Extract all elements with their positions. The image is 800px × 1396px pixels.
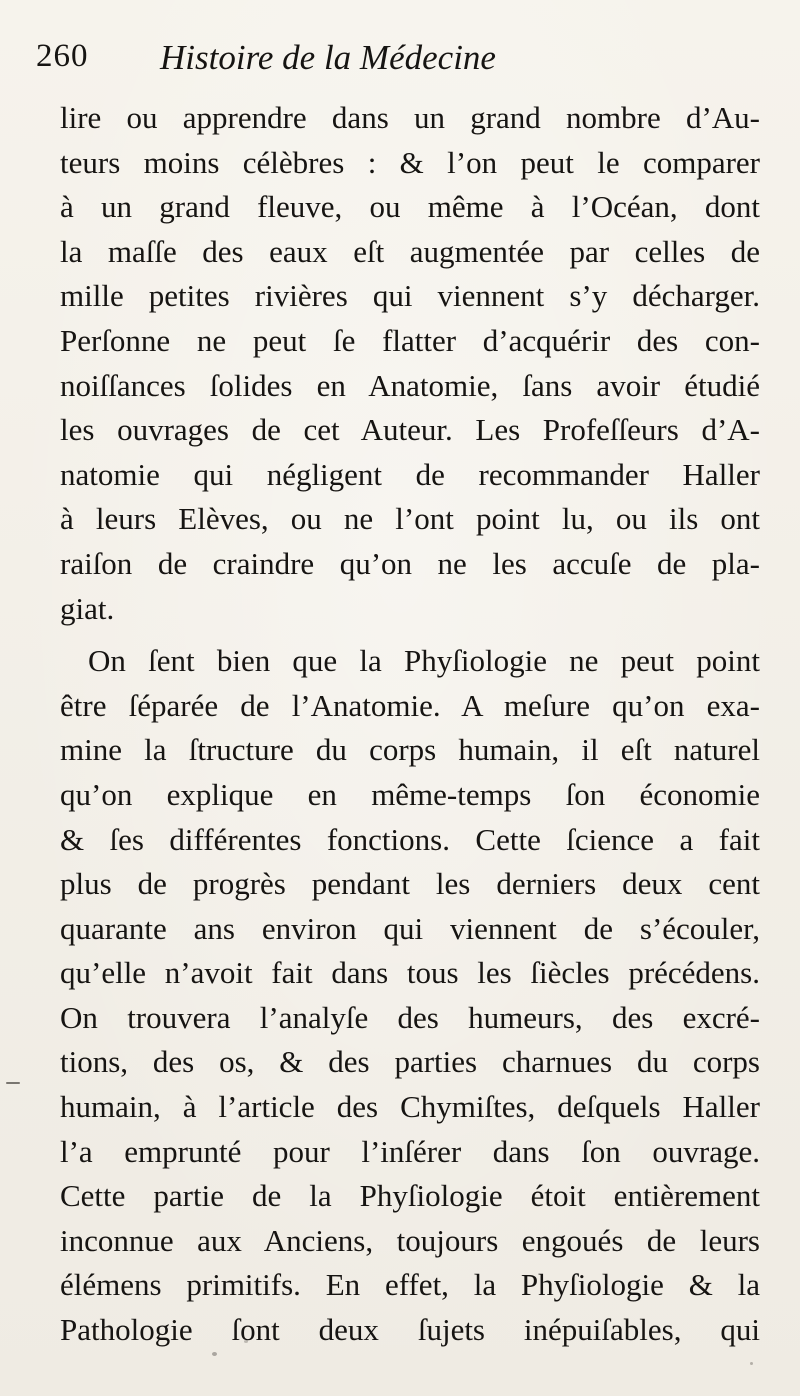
text-line: humain, à l’article des Chymiſtes, deſquels Haller bbox=[60, 1089, 760, 1125]
text-line: qu’elle n’avoit fait dans tous les ſiècles précédens. bbox=[60, 955, 760, 991]
text-line: Perſonne ne peut ſe flatter d’acquérir des con- bbox=[60, 322, 760, 358]
text-line: tions, des os, & des parties charnues du corps bbox=[60, 1044, 760, 1080]
text-line: élémens primitifs. En effet, la Phyſiologie & la bbox=[60, 1267, 760, 1303]
text-line: natomie qui négligent de recommander Haller bbox=[60, 456, 760, 492]
text-line: Cette partie de la Phyſiologie étoit entièrement bbox=[60, 1178, 760, 1214]
text-line: les ouvrages de cet Auteur. Les Profeſſeurs d’A- bbox=[60, 412, 760, 448]
text-line: On ſent bien que la Phyſiologie ne peut point bbox=[88, 643, 760, 679]
text-line: mille petites rivières qui viennent s’y décharger. bbox=[60, 278, 760, 314]
text-line: quarante ans environ qui viennent de s’écouler, bbox=[60, 910, 760, 946]
text-line: plus de progrès pendant les derniers deux cent bbox=[60, 866, 760, 902]
text-line: teurs moins célèbres : & l’on peut le comparer bbox=[60, 144, 760, 180]
running-title: Histoire de la Médecine bbox=[160, 38, 496, 77]
text-line: l’a emprunté pour l’inſérer dans ſon ouvrage. bbox=[60, 1133, 760, 1169]
text-line: être ſéparée de l’Anatomie. A meſure qu’on exa- bbox=[60, 687, 760, 723]
body-text bbox=[60, 96, 760, 1353]
text-line: à leurs Elèves, ou ne l’ont point lu, ou ils ont bbox=[60, 501, 760, 537]
text-line: giat. bbox=[60, 590, 115, 626]
text-line: raiſon de craindre qu’on ne les accuſe de pla- bbox=[60, 545, 760, 581]
text-line: inconnue aux Anciens, toujours engoués de leurs bbox=[60, 1222, 760, 1258]
page-header bbox=[36, 38, 756, 88]
text-line: & ſes différentes fonctions. Cette ſcience a fait bbox=[60, 821, 760, 857]
text-line: qu’on explique en même-temps ſon économie bbox=[60, 776, 760, 812]
text-line: Pathologie ſont deux ſujets inépuiſables, qui bbox=[60, 1312, 760, 1348]
text-line: lire ou apprendre dans un grand nombre d’Au- bbox=[60, 100, 760, 135]
text-line: On trouvera l’analyſe des humeurs, des excré- bbox=[60, 999, 760, 1035]
text-line: mine la ſtructure du corps humain, il eſt naturel bbox=[60, 732, 760, 768]
text-line: la maſſe des eaux eſt augmentée par celles de bbox=[60, 233, 760, 269]
text-line: noiſſances ſolides en Anatomie, ſans avoir étudié bbox=[60, 367, 760, 403]
page-number: 260 bbox=[36, 38, 89, 74]
text-line: à un grand fleuve, ou même à l’Océan, dont bbox=[60, 189, 760, 225]
